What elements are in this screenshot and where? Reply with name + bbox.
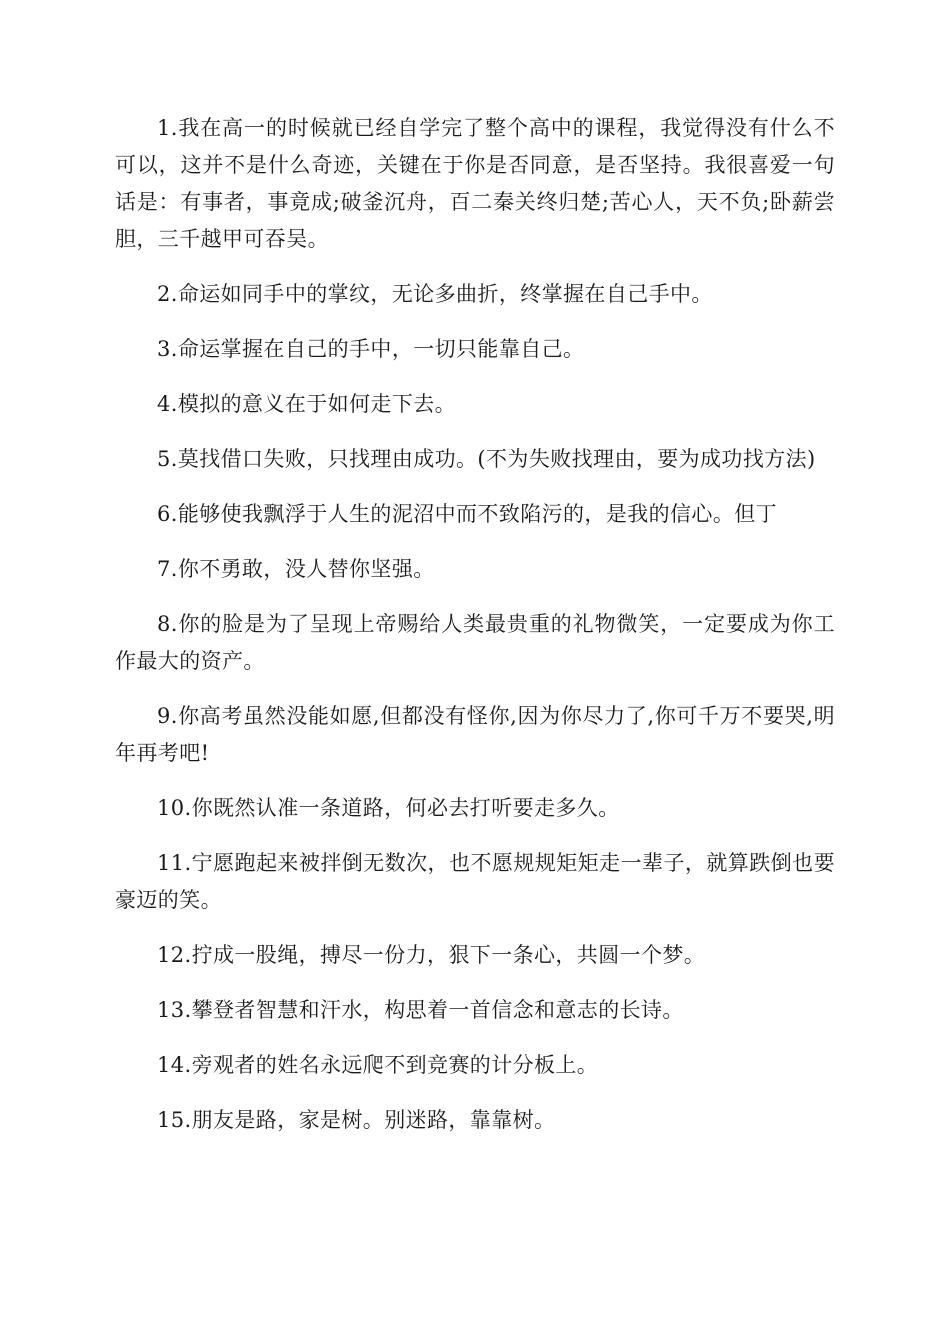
quote-paragraph-5: 5.莫找借口失败，只找理由成功。(不为失败找理由，要为成功找方法)	[157, 447, 816, 471]
quote-paragraph-6: 6.能够使我飘浮于人生的泥沼中而不致陷污的，是我的信心。但丁	[157, 502, 778, 526]
quote-paragraph-2: 2.命运如同手中的掌纹，无论多曲折，终掌握在自己手中。	[157, 282, 713, 306]
quote-paragraph-13: 13.攀登者智慧和汗水，构思着一首信念和意志的长诗。	[157, 998, 684, 1022]
quote-paragraph-14: 14.旁观者的姓名永远爬不到竞赛的计分板上。	[157, 1053, 599, 1077]
quote-paragraph-4: 4.模拟的意义在于如何走下去。	[157, 392, 457, 416]
quote-paragraph-10: 10.你既然认准一条道路，何必去打听要走多久。	[157, 796, 620, 820]
quote-paragraph-1: 1.我在高一的时候就已经自学完了整个高中的课程，我觉得没有什么不可以，这并不是什么奇迹，关键在于你是否同意，是否坚持。我很喜爱一句话是：有事者，事竟成;破釜沉舟，百二秦关终归楚;苦心人，天不负;卧薪尝胆，三千越甲可吞吴。	[115, 116, 835, 251]
quote-paragraph-11: 11.宁愿跑起来被拌倒无数次，也不愿规规矩矩走一辈子，就算跌倒也要豪迈的笑。	[115, 851, 835, 912]
quote-paragraph-12: 12.拧成一股绳，搏尽一份力，狠下一条心，共圆一个梦。	[157, 943, 706, 967]
quote-paragraph-3: 3.命运掌握在自己的手中，一切只能靠自己。	[157, 337, 585, 361]
quote-paragraph-7: 7.你不勇敢，没人替你坚强。	[157, 557, 435, 581]
quote-paragraph-8: 8.你的脸是为了呈现上帝赐给人类最贵重的礼物微笑，一定要成为你工作最大的资产。	[115, 612, 835, 673]
document-body	[115, 110, 835, 1157]
quote-paragraph-15: 15.朋友是路，家是树。别迷路，靠靠树。	[157, 1108, 556, 1132]
quote-paragraph-9: 9.你高考虽然没能如愿,但都没有怪你,因为你尽力了,你可千万不要哭,明年再考吧!	[115, 704, 835, 765]
